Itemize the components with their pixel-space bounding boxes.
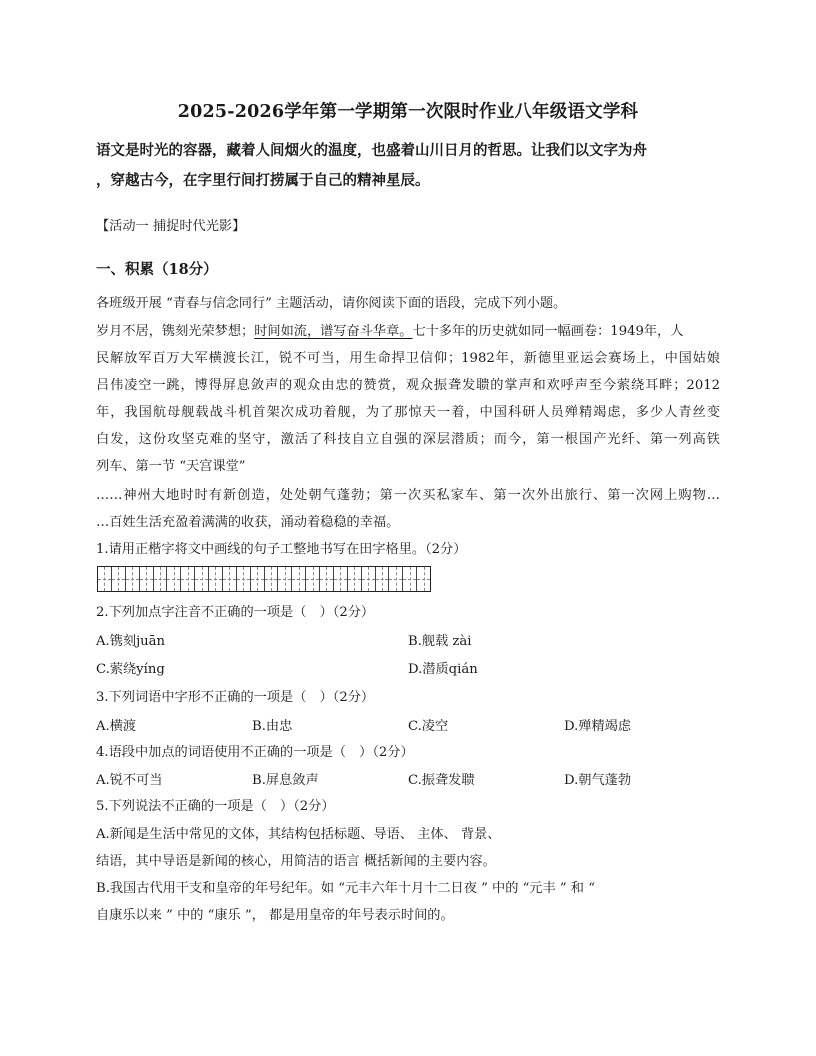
grid-cell[interactable] — [251, 567, 265, 591]
question-1: 1.请用正楷字将文中画线的句子工整地书写在田字格里。（2分） — [96, 542, 467, 557]
grid-cell[interactable] — [209, 567, 223, 591]
grid-cell[interactable] — [362, 567, 376, 591]
page-title: 2025-2026学年第一学期第一次限时作业八年级语文学科 — [177, 102, 639, 122]
q2-option-c[interactable]: C.萦绕yíng — [96, 662, 165, 677]
passage-line-1 — [96, 322, 720, 342]
passage-line-1-rest: 七十多年的历史就如同一幅画卷：1949年，人 — [412, 324, 684, 339]
grid-cell[interactable] — [278, 567, 292, 591]
grid-cell[interactable] — [140, 567, 154, 591]
passage-line-4: 年，我国航母舰载战斗机首架次成功着舰，为了那惊天一着，中国科研人员殚精竭虑，多少人青丝变 — [96, 405, 720, 420]
passage-line-3: 吕伟凌空一跳，博得屏息敛声的观众由忠的赞赏，观众振聋发聩的掌声和欢呼声至今萦绕耳畔；2012 — [96, 378, 720, 393]
grid-cell[interactable] — [306, 567, 320, 591]
q2-option-d[interactable]: D.潜质qián — [408, 662, 478, 677]
q3-option-a[interactable]: A.横渡 — [96, 719, 137, 734]
intro-line-2: ，穿越古今，在字里行间打捞属于自己的精神星辰。 — [96, 172, 430, 189]
q4-option-b[interactable]: B.屏息敛声 — [252, 773, 319, 788]
question-2: 2.下列加点字注音不正确的一项是（ ）（2分） — [96, 605, 375, 620]
q3-option-b[interactable]: B.由忠 — [252, 719, 293, 734]
q4-option-a[interactable]: A.锐不可当 — [96, 773, 163, 788]
grid-cell[interactable] — [126, 567, 140, 591]
grid-cell[interactable] — [237, 567, 251, 591]
intro-line-1: 语文是时光的容器，藏着人间烟火的温度，也盛着山川日月的哲思。让我们以文字为舟 — [96, 142, 647, 159]
tianzige-writing-grid[interactable] — [97, 566, 431, 592]
q3-option-d[interactable]: D.殚精竭虑 — [564, 719, 632, 734]
grid-cell[interactable] — [389, 567, 403, 591]
question-3: 3.下列词语中字形不正确的一项是（ ）（2分） — [96, 690, 375, 705]
passage-line-5: 白发，这份攻坚克难的坚守，激活了科技自立自强的深层潜质；而今，第一根国产光纤、第一列高铁 — [96, 432, 720, 447]
activity-title: 【活动一 捕捉时代光影】 — [96, 219, 246, 234]
grid-cell[interactable] — [320, 567, 334, 591]
grid-cell[interactable] — [417, 567, 430, 591]
q5-option-b-line-1[interactable]: B.我国古代用干支和皇帝的年号纪年。如 “元丰六年十月十二日夜 ” 中的 “元丰 ” 和 “ — [96, 881, 595, 896]
passage-lead: 各班级开展 “青春与信念同行” 主题活动，请你阅读下面的语段，完成下列小题。 — [96, 296, 567, 311]
grid-cell[interactable] — [195, 567, 209, 591]
passage-line-8: …百姓生活充盈着满满的收获，涌动着稳稳的幸福。 — [96, 515, 400, 530]
grid-cell[interactable] — [167, 567, 181, 591]
q4-option-d[interactable]: D.朝气蓬勃 — [564, 773, 632, 788]
grid-cell[interactable] — [403, 567, 417, 591]
q4-option-c[interactable]: C.振聋发聩 — [408, 773, 475, 788]
passage-line-6: 列车、第一节 “天宫课堂” — [96, 459, 246, 474]
grid-cell[interactable] — [98, 567, 112, 591]
grid-cell[interactable] — [154, 567, 168, 591]
grid-cell[interactable] — [112, 567, 126, 591]
passage-line-1-start: 岁月不居，镌刻光荣梦想； — [96, 324, 255, 339]
passage-line-2: 民解放军百万大军横渡长江，锐不可当，用生命捍卫信仰；1982年，新德里亚运会赛场上，中国姑娘 — [96, 351, 720, 366]
question-5: 5.下列说法不正确的一项是（ ）（2分） — [96, 799, 335, 814]
passage-line-7: ……神州大地时时有新创造，处处朝气蓬勃；第一次买私家车、第一次外出旅行、第一次网上购物… — [96, 488, 720, 503]
grid-cell[interactable] — [376, 567, 390, 591]
q2-option-b[interactable]: B.舰载 zài — [408, 634, 472, 649]
q3-option-c[interactable]: C.凌空 — [408, 719, 449, 734]
grid-cell[interactable] — [348, 567, 362, 591]
q5-option-b-line-2[interactable]: 自康乐以来 ” 中的 “康乐 ”， 都是用皇帝的年号表示时间的。 — [96, 908, 454, 923]
q2-option-a[interactable]: A.镌刻juān — [96, 634, 166, 649]
q5-option-a-line-2[interactable]: 结语，其中导语是新闻的核心，用简洁的语言 概括新闻的主要内容。 — [96, 854, 496, 869]
q5-option-a-line-1[interactable]: A.新闻是生活中常见的文体，其结构包括标题、导语、 主体、 背景、 — [96, 827, 501, 842]
grid-cell[interactable] — [292, 567, 306, 591]
grid-cell[interactable] — [223, 567, 237, 591]
question-4: 4.语段中加点的词语使用不正确的一项是（ ）（2分） — [96, 745, 414, 760]
grid-cell[interactable] — [181, 567, 195, 591]
grid-cell[interactable] — [265, 567, 279, 591]
grid-cell[interactable] — [334, 567, 348, 591]
underlined-sentence: 时间如流，谱写奋斗华章。 — [254, 324, 413, 339]
section-title: 一、积累（18分） — [96, 261, 218, 278]
